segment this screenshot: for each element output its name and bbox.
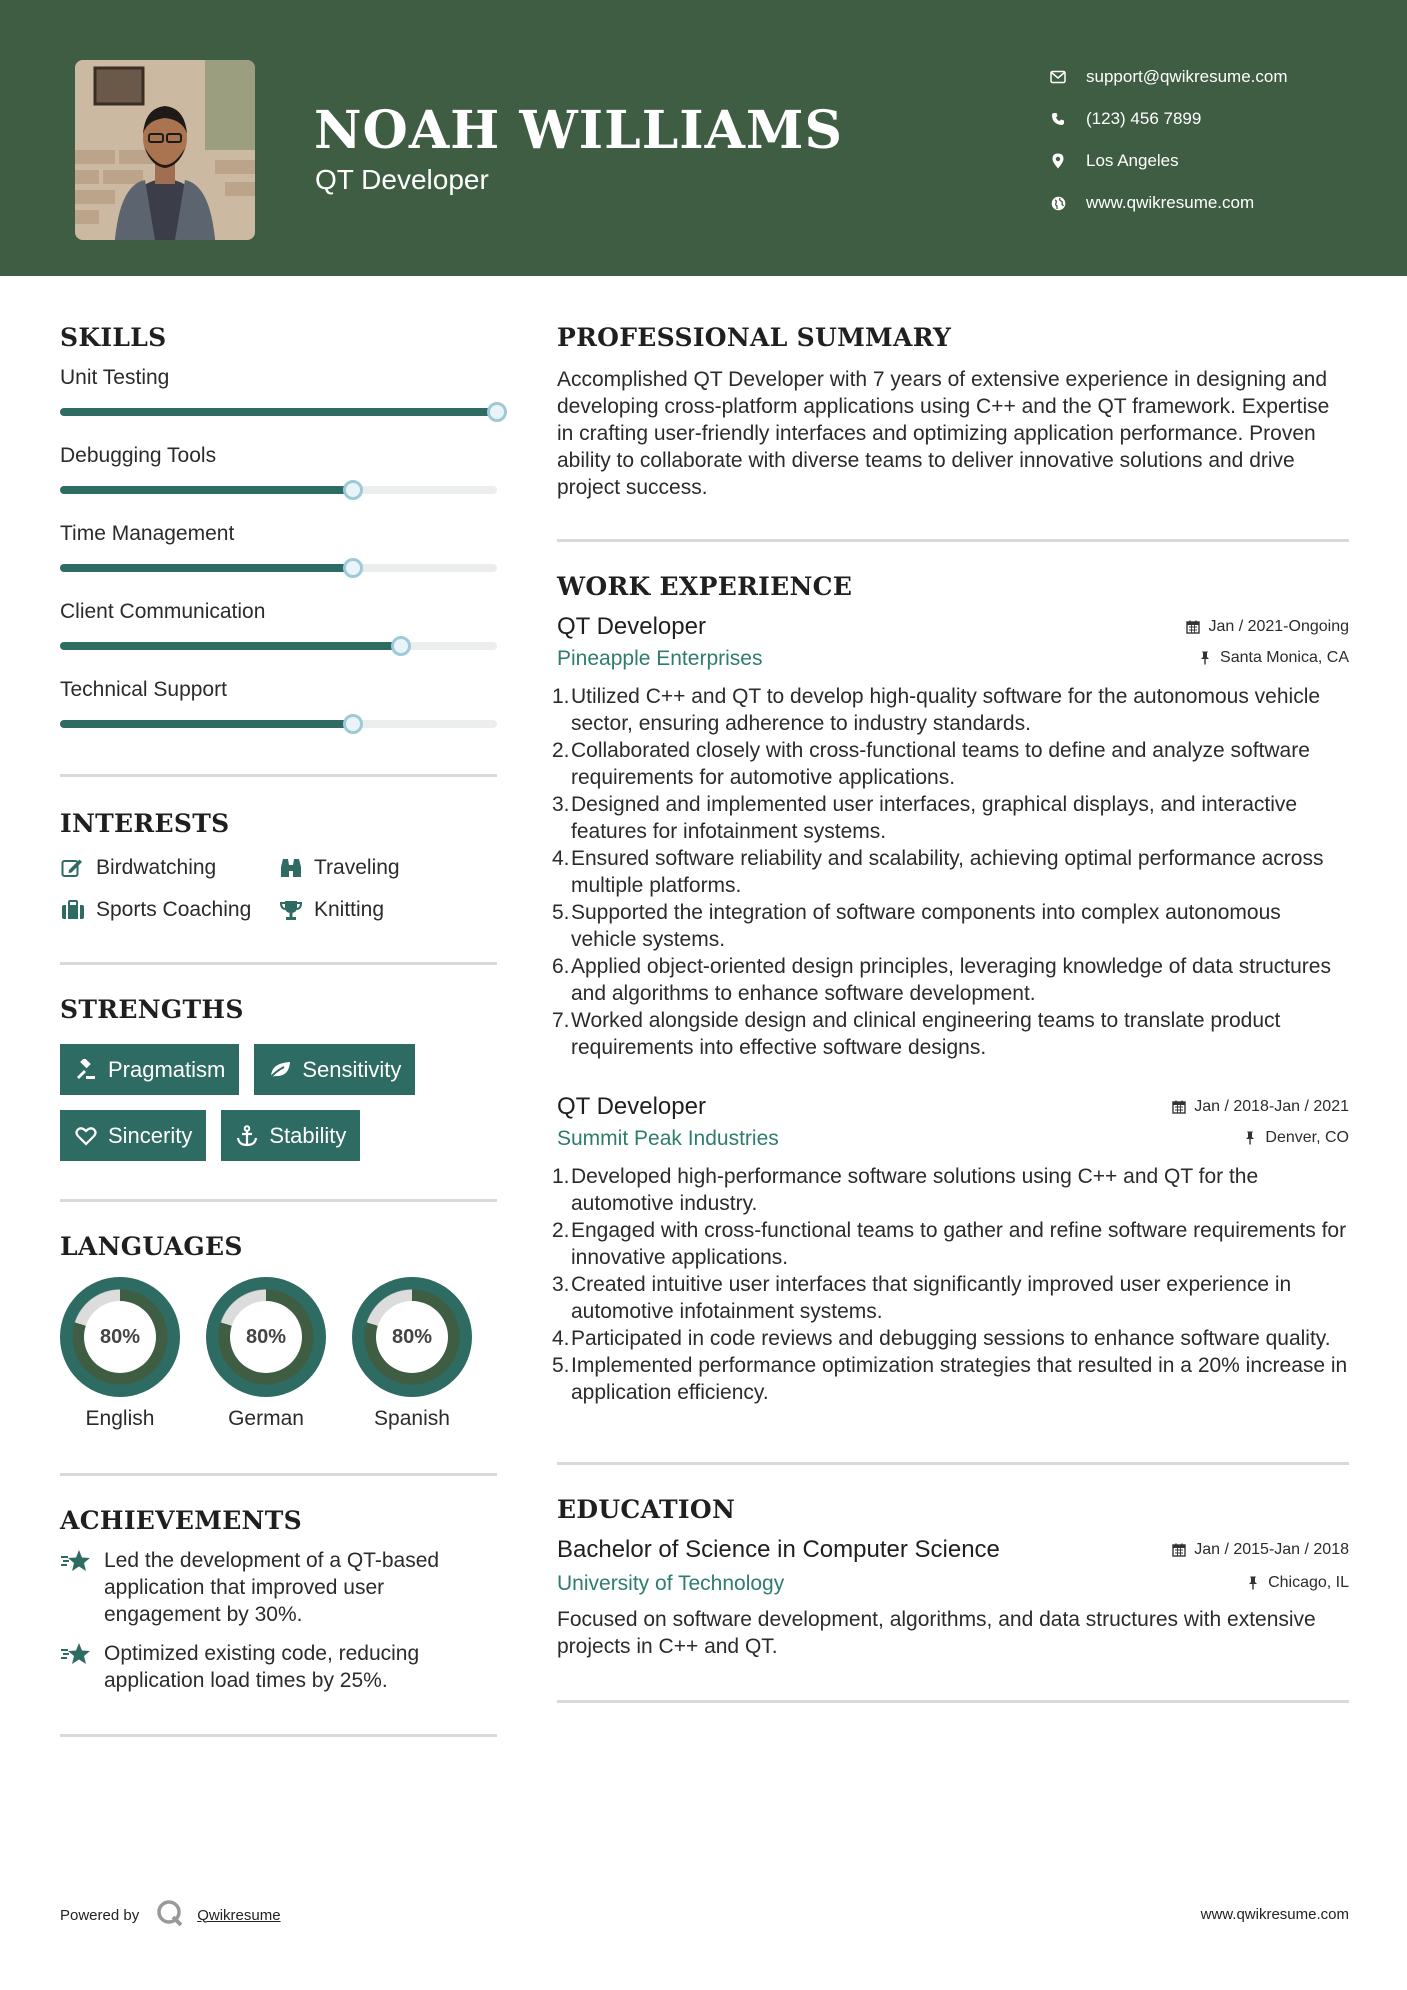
envelope-icon [1050, 69, 1066, 85]
duty-item: 4. Ensured software reliability and scalability, achieving optimal performance across multiple platforms. [557, 845, 1349, 899]
summary-text: Accomplished QT Developer with 7 years of extensive experience in designing and developing cross-platform applications using C++ and the QT framework. Expertise in crafting user-friendly interfaces and optimizing application performance. Proven ability to collaborate with diverse teams to deliver innovative solutions and drive project success. [557, 368, 1330, 499]
strength-label: Sincerity [108, 1122, 193, 1148]
star-icon [60, 1642, 92, 1694]
language-percent: 80% [84, 1301, 156, 1373]
briefcase-icon [60, 898, 86, 922]
language-name: Spanish [374, 1407, 450, 1430]
achievements-title: ACHIEVEMENTS [60, 1506, 302, 1535]
section-divider [60, 962, 497, 965]
job-duties [552, 1163, 1349, 1406]
edit-icon [60, 856, 86, 880]
section-divider [60, 1199, 497, 1202]
candidate-role: QT Developer [315, 164, 489, 195]
language-percent: 80% [230, 1301, 302, 1373]
languages-title: LANGUAGES [60, 1232, 243, 1261]
skill-item [60, 522, 497, 572]
contact-website-text: www.qwikresume.com [1086, 193, 1255, 212]
job-title: QT Developer [557, 613, 706, 640]
section-divider [60, 774, 497, 777]
experience-title: WORK EXPERIENCE [557, 572, 853, 601]
right-column [552, 276, 1349, 1703]
language-item [60, 1277, 180, 1431]
achievement-item [60, 1547, 497, 1628]
job-location [1198, 649, 1349, 667]
job-entry [552, 1093, 1349, 1406]
strength-label: Stability [269, 1122, 347, 1148]
duty-text: Utilized C++ and QT to develop high-quality software for the autonomous vehicle sector, ensuring adherence to industry standards. [571, 685, 1321, 735]
pushpin-icon [1243, 1131, 1257, 1145]
skill-knob [343, 480, 363, 500]
education-entry [557, 1536, 1349, 1660]
skill-item [60, 366, 497, 416]
skill-knob [343, 714, 363, 734]
skill-bar [60, 720, 497, 728]
binoculars-icon [278, 856, 304, 880]
star-icon [60, 1549, 92, 1628]
job-title: QT Developer [557, 1093, 706, 1120]
job-location [1243, 1129, 1349, 1147]
contact-phone[interactable] [1050, 98, 1288, 140]
skill-bar [60, 408, 497, 416]
header [0, 0, 1407, 276]
duty-text: Collaborated closely with cross-functional teams to define and analyze software requirements for automotive applications. [571, 739, 1310, 789]
heart-icon [74, 1124, 98, 1148]
section-divider [557, 1462, 1349, 1465]
strength-label: Pragmatism [108, 1056, 226, 1082]
qwikresume-logo-icon [155, 1898, 185, 1932]
skill-item [60, 678, 497, 728]
left-column [60, 276, 497, 1737]
skill-fill [60, 720, 353, 728]
contact-location-text: Los Angeles [1086, 151, 1179, 170]
job-dates [1172, 1098, 1349, 1116]
skill-bar [60, 564, 497, 572]
section-divider [60, 1473, 497, 1476]
duty-text: Participated in code reviews and debugging sessions to enhance software quality. [571, 1327, 1331, 1350]
language-donut [352, 1277, 472, 1397]
job-dates-text: Jan / 2018-Jan / 2021 [1194, 1098, 1349, 1115]
calendar-icon [1172, 1100, 1186, 1114]
calendar-icon [1186, 620, 1200, 634]
degree-title: Bachelor of Science in Computer Science [557, 1536, 1000, 1563]
footer-website[interactable]: www.qwikresume.com [1200, 1906, 1349, 1923]
skill-name: Client Communication [60, 600, 266, 623]
skill-name: Unit Testing [60, 366, 170, 389]
phone-icon [1050, 111, 1066, 127]
interests-list [60, 856, 497, 922]
duty-text: Supported the integration of software components into complex autonomous vehicle systems. [571, 901, 1281, 951]
education-header [557, 1536, 1349, 1564]
education-title: EDUCATION [557, 1495, 736, 1524]
duty-item: 5. Implemented performance optimization strategies that resulted in a 20% increase in application efficiency. [552, 1354, 1348, 1404]
skill-name: Debugging Tools [60, 444, 217, 467]
duty-text: Engaged with cross-functional teams to gather and refine software requirements for innovative applications. [571, 1219, 1347, 1269]
duty-item: 3. Created intuitive user interfaces that significantly improved user experience in automotive infotainment systems. [557, 1271, 1349, 1325]
footer-powered-by [60, 1898, 281, 1932]
interest-label: Traveling [314, 856, 400, 879]
pushpin-icon [1198, 651, 1212, 665]
skill-knob [487, 402, 507, 422]
location-pin-icon [1050, 153, 1066, 169]
job-subheader [557, 1127, 1349, 1151]
contact-website[interactable] [1050, 182, 1288, 224]
skill-item [60, 600, 497, 650]
profile-photo [75, 60, 255, 240]
contact-email[interactable] [1050, 56, 1288, 98]
interest-label: Knitting [314, 898, 385, 921]
strength-tag [60, 1044, 239, 1095]
language-donut [206, 1277, 326, 1397]
job-duties [552, 683, 1349, 1061]
skill-name: Time Management [60, 522, 235, 545]
duty-text: Applied object-oriented design principles, leveraging knowledge of data structures and algorithms to enhance software development. [571, 955, 1331, 1005]
skill-fill [60, 408, 497, 416]
contact-email-text: support@qwikresume.com [1086, 67, 1288, 86]
company-name: Summit Peak Industries [557, 1127, 779, 1150]
company-name: Pineapple Enterprises [557, 647, 763, 670]
section-divider [60, 1734, 497, 1737]
duty-item: 1. Utilized C++ and QT to develop high-quality software for the autonomous vehicle sector, ensuring adherence to industry standards. [557, 683, 1349, 737]
skills-list [60, 366, 497, 728]
skill-name: Technical Support [60, 678, 227, 701]
qwikresume-link[interactable]: Qwikresume [197, 1906, 281, 1924]
achievement-text: Led the development of a QT-based application that improved user engagement by 30%. [104, 1549, 440, 1626]
duty-text: Developed high-performance software solutions using C++ and QT for the automotive industry. [571, 1165, 1259, 1215]
powered-by-text: Powered by [60, 1906, 140, 1924]
strength-label: Sensitivity [302, 1056, 402, 1082]
education-dates-text: Jan / 2015-Jan / 2018 [1194, 1541, 1349, 1558]
skill-knob [391, 636, 411, 656]
skill-knob [343, 558, 363, 578]
skill-bar [60, 486, 497, 494]
achievement-text: Optimized existing code, reducing application load times by 25%. [104, 1642, 420, 1692]
skills-title: SKILLS [60, 323, 167, 352]
job-header [557, 1093, 1349, 1121]
strength-tag [60, 1110, 206, 1161]
duty-item: 1. Developed high-performance software solutions using C++ and QT for the automotive industry. [557, 1163, 1349, 1217]
duty-item: 7. Worked alongside design and clinical engineering teams to translate product requirements into effective software designs. [557, 1007, 1349, 1061]
strength-tag [221, 1110, 360, 1161]
duty-text: Implemented performance optimization strategies that resulted in a 20% increase in application efficiency. [571, 1354, 1348, 1404]
duty-item: 2. Collaborated closely with cross-functional teams to define and analyze software requirements for automotive applications. [557, 737, 1349, 791]
contact-location [1050, 140, 1288, 182]
duty-item: 6. Applied object-oriented design principles, leveraging knowledge of data structures and algorithms to enhance software development. [557, 953, 1349, 1007]
language-name: English [85, 1407, 155, 1430]
job-dates-text: Jan / 2021-Ongoing [1208, 618, 1349, 635]
trophy-icon [278, 898, 304, 922]
strengths-title: STRENGTHS [60, 995, 244, 1024]
candidate-name: NOAH WILLIAMS [314, 100, 844, 161]
education-dates [1172, 1541, 1349, 1559]
job-location-text: Santa Monica, CA [1220, 649, 1349, 666]
contact-phone-text: (123) 456 7899 [1086, 109, 1202, 128]
skill-fill [60, 486, 353, 494]
interest-item [278, 856, 478, 880]
duty-item: 2. Engaged with cross-functional teams to gather and refine software requirements for innovative applications. [557, 1217, 1349, 1271]
duty-text: Ensured software reliability and scalability, achieving optimal performance across multiple platforms. [571, 847, 1324, 897]
skill-fill [60, 564, 353, 572]
strengths-list [60, 1044, 497, 1161]
skill-fill [60, 642, 401, 650]
skill-item [60, 444, 497, 494]
languages-list [60, 1277, 497, 1431]
interest-label: Sports Coaching [96, 898, 252, 921]
education-subheader [557, 1572, 1349, 1596]
language-name: German [228, 1407, 304, 1430]
job-subheader [557, 647, 1349, 671]
language-item [206, 1277, 326, 1431]
duty-item: 4. Participated in code reviews and debugging sessions to enhance software quality. [552, 1327, 1331, 1350]
interests-title: INTERESTS [60, 809, 230, 838]
interest-item [278, 898, 478, 922]
anchor-icon [235, 1124, 259, 1148]
job-header [557, 613, 1349, 641]
education-location-text: Chicago, IL [1268, 1574, 1349, 1591]
duty-item: 5. Supported the integration of software components into complex autonomous vehicle systems. [557, 899, 1349, 953]
education-location [1246, 1574, 1349, 1592]
interest-label: Birdwatching [96, 856, 217, 879]
pushpin-icon [1246, 1576, 1260, 1590]
language-item [352, 1277, 472, 1431]
leaf-icon [268, 1058, 292, 1082]
interest-item [60, 856, 278, 880]
gavel-icon [74, 1058, 98, 1082]
education-description: Focused on software development, algorithms, and data structures with extensive projects in C++ and QT. [557, 1608, 1316, 1658]
skill-bar [60, 642, 497, 650]
section-divider [557, 1700, 1349, 1703]
contact-list [1050, 56, 1288, 224]
strength-tag [254, 1044, 415, 1095]
summary-title: PROFESSIONAL SUMMARY [557, 323, 952, 352]
interest-item [60, 898, 278, 922]
duty-item: 3. Designed and implemented user interfaces, graphical displays, and interactive features for infotainment systems. [557, 791, 1349, 845]
section-divider [557, 539, 1349, 542]
achievement-item [60, 1640, 497, 1694]
job-dates [1186, 618, 1349, 636]
language-donut [60, 1277, 180, 1397]
duty-text: Worked alongside design and clinical engineering teams to translate product requirements into effective software designs. [571, 1009, 1281, 1059]
school-name: University of Technology [557, 1572, 785, 1595]
globe-icon [1050, 195, 1066, 211]
calendar-icon [1172, 1543, 1186, 1557]
duty-text: Designed and implemented user interfaces, graphical displays, and interactive features for infotainment systems. [571, 793, 1298, 843]
duty-text: Created intuitive user interfaces that significantly improved user experience in automotive infotainment systems. [571, 1273, 1292, 1323]
job-entry [552, 613, 1349, 1061]
achievements-list [60, 1547, 497, 1694]
job-location-text: Denver, CO [1265, 1129, 1349, 1146]
language-percent: 80% [376, 1301, 448, 1373]
